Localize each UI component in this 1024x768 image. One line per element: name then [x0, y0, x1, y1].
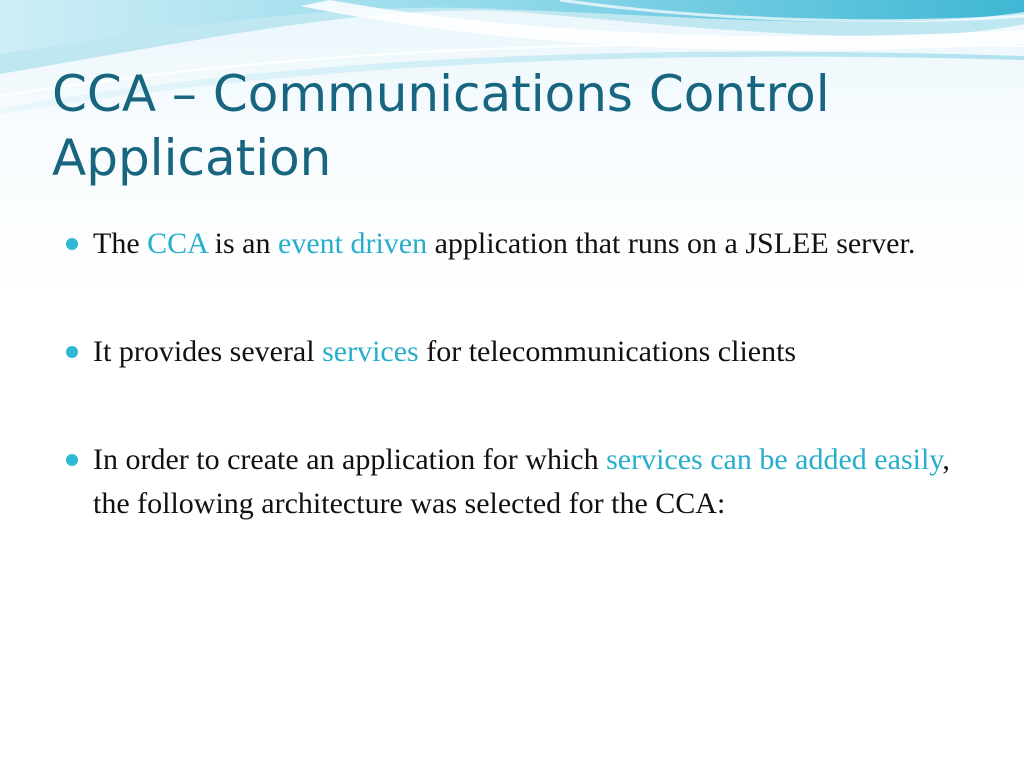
highlighted-term: CCA [147, 227, 208, 260]
bullet-dot-icon [66, 346, 78, 358]
bullet-text [93, 335, 796, 368]
bullet-text [93, 227, 915, 260]
bullet-text-segment: In order to create an application for which [93, 443, 607, 476]
bullet-dot-icon [66, 454, 78, 466]
slide-title: CCA – Communications Control Application [52, 65, 830, 187]
bullet-item [66, 438, 966, 526]
bullet-text-segment: It provides several [93, 335, 323, 368]
bullet-text-segment: application that runs on a JSLEE server. [427, 227, 916, 260]
bullet-text-segment: is an [207, 227, 278, 260]
highlighted-term: services can be added easily [606, 443, 943, 476]
bullet-item [66, 330, 966, 374]
bullet-text-segment: for telecommunications clients [418, 335, 797, 368]
bullet-list [66, 222, 966, 526]
bullet-text [93, 443, 950, 520]
bullet-text-segment: , the following architecture was selected for the CCA: [93, 443, 950, 520]
bullet-dot-icon [66, 238, 78, 250]
highlighted-term: services [322, 335, 419, 368]
highlighted-term: event driven [278, 227, 428, 260]
bullet-item [66, 222, 966, 266]
bullet-text-segment: The [93, 227, 148, 260]
